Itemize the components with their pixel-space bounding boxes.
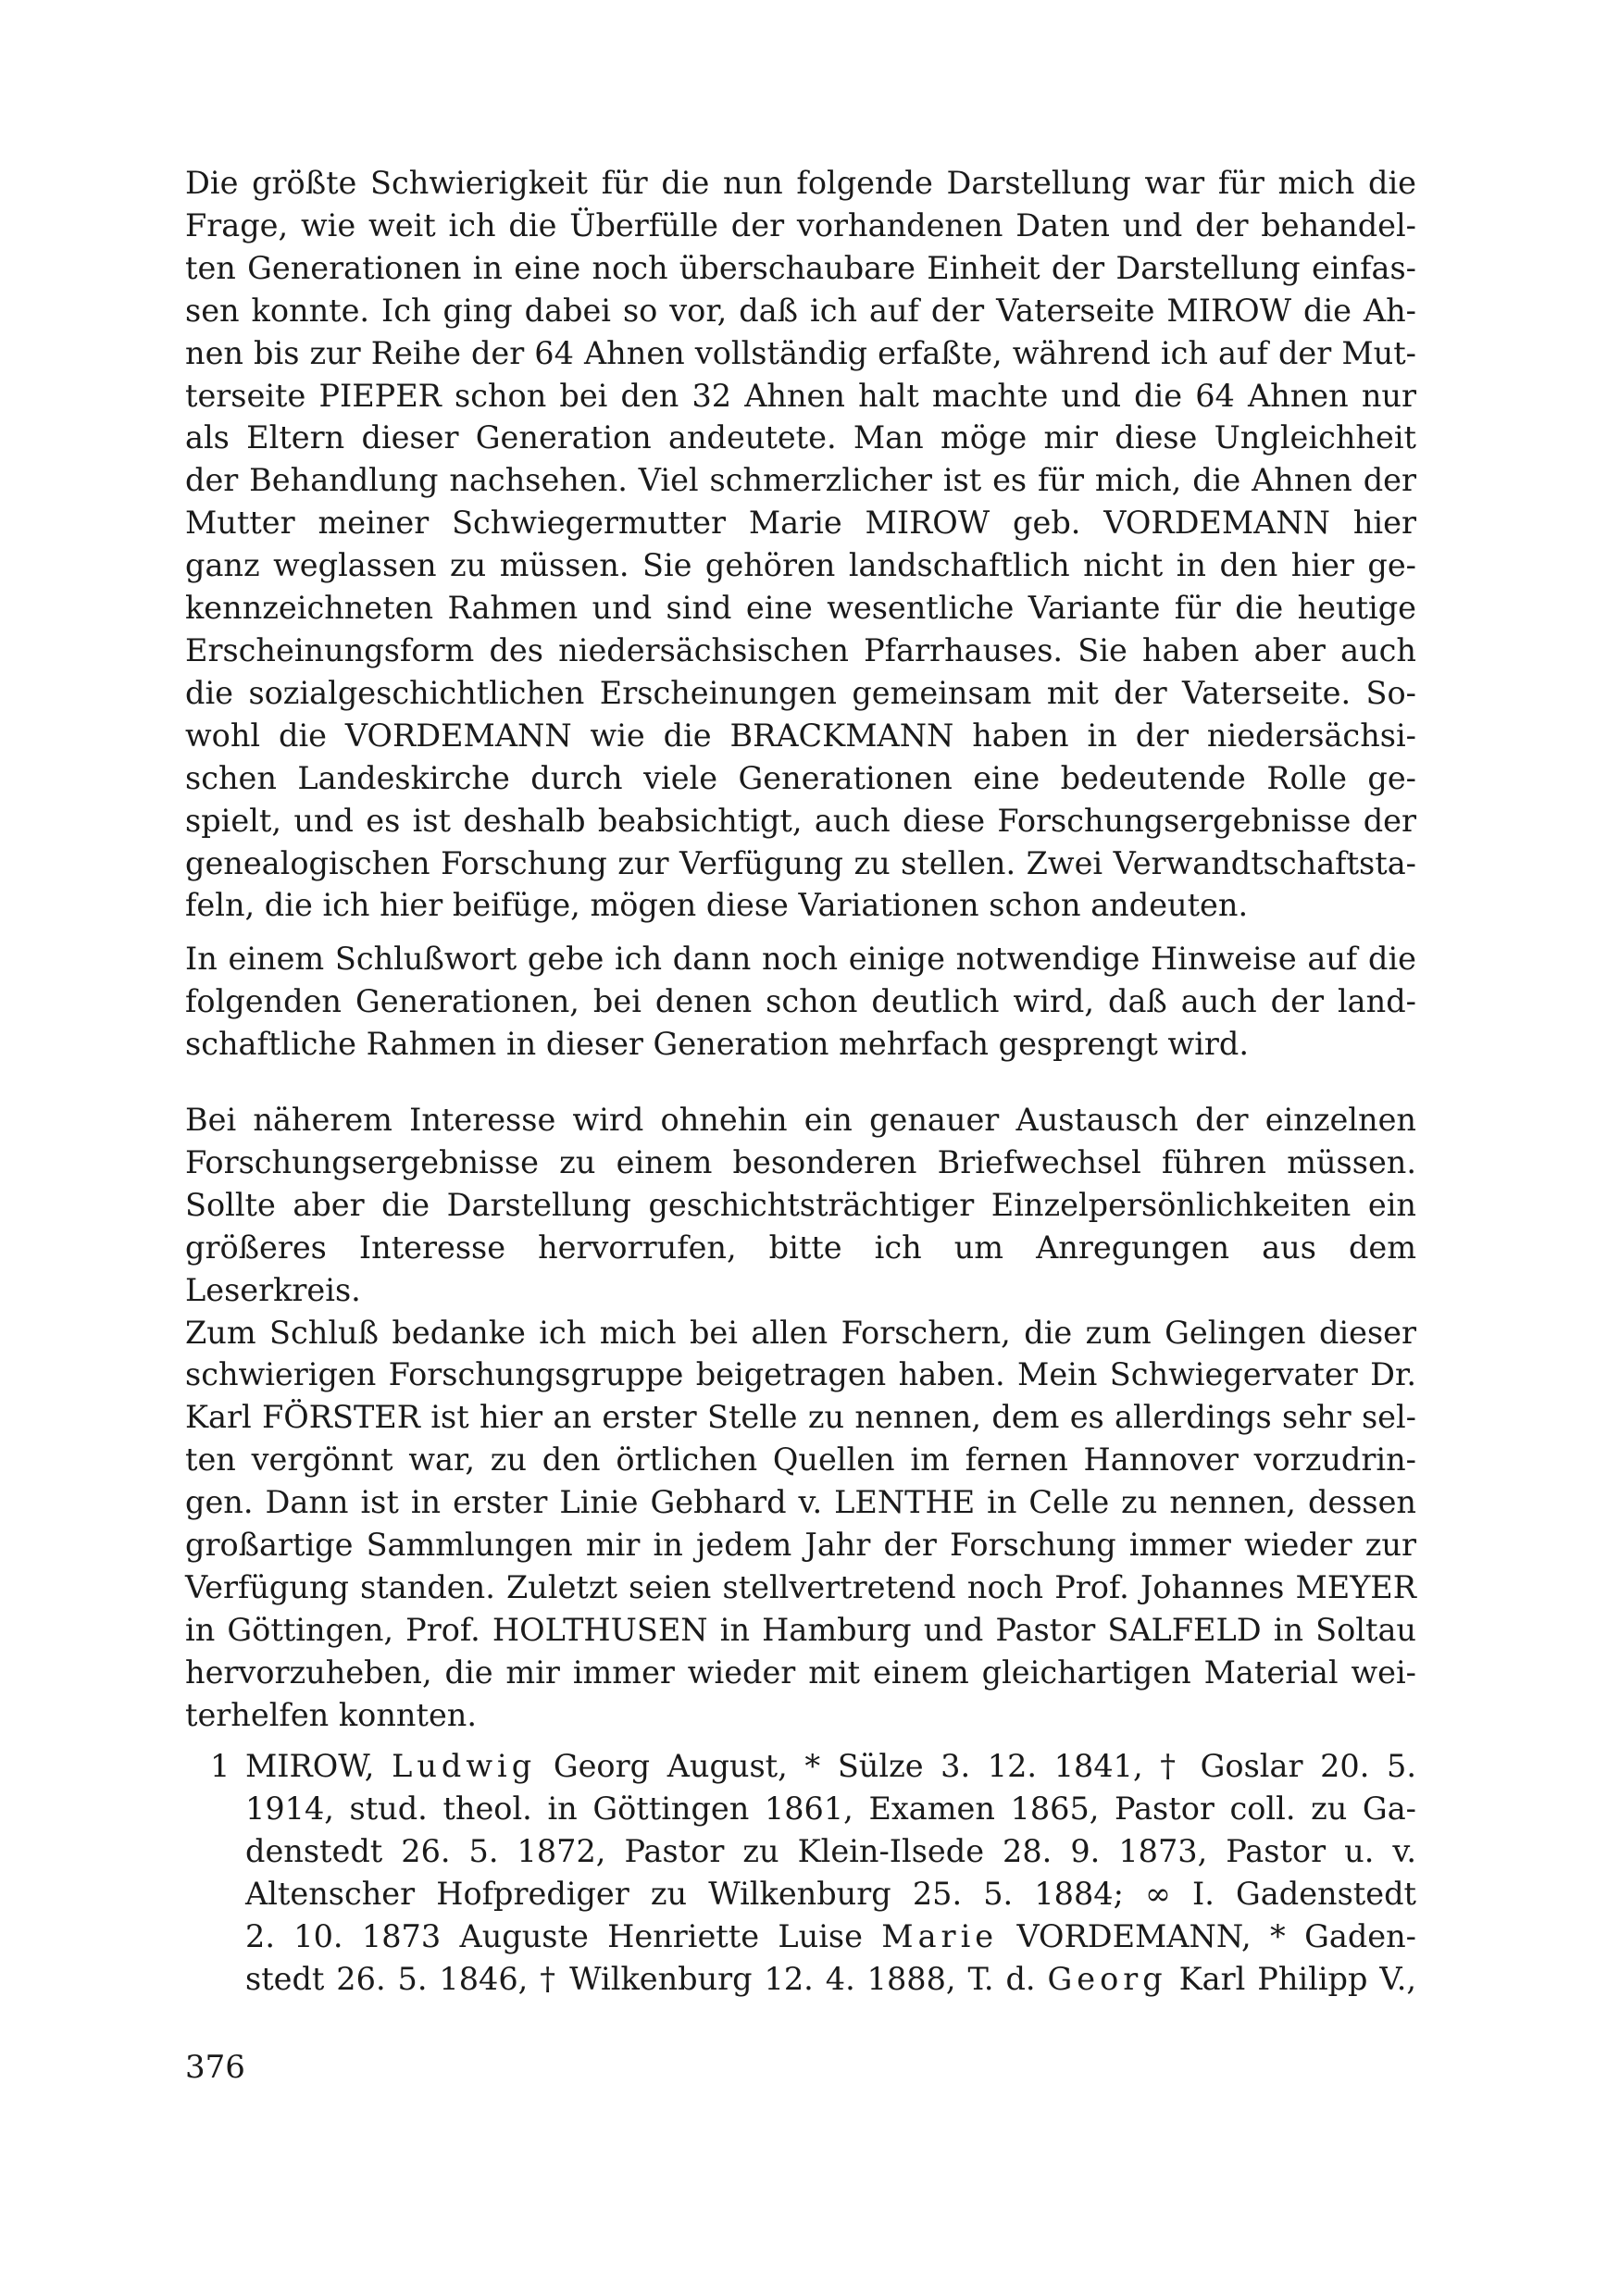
text-line: Forschungsergebnisse zu einem besonderen Briefwechsel führen müssen.: [185, 1143, 1416, 1180]
entry-line-text: Georg August, * Sülze 3. 12. 1841, † Goslar 20. 5.: [536, 1748, 1416, 1784]
paragraph-closing-note: [185, 938, 1416, 1066]
text-line: folgenden Generationen, bei denen schon deutlich wird, daß auch der land-: [185, 982, 1416, 1019]
text-line: schen Landeskirche durch viele Generationen eine bedeutende Rolle ge-: [185, 759, 1416, 796]
entry-number: 1: [210, 1748, 230, 1784]
text-line: wohl die VORDEMANN wie die BRACKMANN haben in der niedersächsi-: [185, 717, 1416, 754]
text-line: schwierigen Forschungsgruppe beigetragen haben. Mein Schwiegervater Dr.: [185, 1356, 1416, 1393]
text-line: in Göttingen, Prof. HOLTHUSEN in Hamburg und Pastor SALFELD in Soltau: [185, 1611, 1416, 1648]
text-line: spielt, und es ist deshalb beabsichtigt, auch diese Forschungsergebnisse der: [185, 802, 1416, 839]
entry-line: [245, 1915, 1416, 1958]
text-line: ten Generationen in eine noch überschaubare Einheit der Darstellung einfas-: [185, 249, 1416, 286]
entry-line: [245, 1745, 1416, 1788]
genealogy-entry: [210, 1745, 1417, 2000]
text-line: kennzeichneten Rahmen und sind eine wesentliche Variante für die heutige: [185, 590, 1416, 627]
entry-spouse-name: Marie: [881, 1917, 999, 1954]
text-line: feln, die ich hier beifüge, mögen diese Variationen schon andeuten.: [185, 887, 1249, 924]
page-number: 376: [185, 2049, 245, 2086]
text-line: terhelfen konnten.: [185, 1696, 477, 1733]
text-line: Erscheinungsform des niedersächsischen Pfarrhauses. Sie haben aber auch: [185, 631, 1416, 668]
text-line: Sollte aber die Darstellung geschichtsträchtiger Einzelpersönlichkeiten ein: [185, 1186, 1416, 1223]
text-line: Mutter meiner Schwiegermutter Marie MIROW geb. VORDEMANN hier: [185, 505, 1416, 542]
entry-line: Altenscher Hofprediger zu Wilkenburg 25. 5. 1884; ∞ I. Gadenstedt: [245, 1875, 1416, 1912]
entry-surname: MIROW,: [245, 1748, 392, 1784]
text-line: nen bis zur Reihe der 64 Ahnen vollständig erfaßte, während ich auf der Mut-: [185, 334, 1416, 371]
entry-line-text: Karl Philipp V.,: [1166, 1960, 1416, 1997]
entry-given-name: Ludwig: [392, 1748, 537, 1784]
text-line: der Behandlung nachsehen. Viel schmerzlicher ist es für mich, die Ahnen der: [185, 462, 1416, 499]
text-line: die sozialgeschichtlichen Erscheinungen gemeinsam mit der Vaterseite. So-: [185, 674, 1416, 711]
text-line: als Eltern dieser Generation andeutete. Man möge mir diese Ungleichheit: [185, 419, 1416, 456]
text-line: hervorzuheben, die mir immer wieder mit einem gleichartigen Material wei-: [185, 1653, 1416, 1691]
text-line: schaftliche Rahmen in dieser Generation mehrfach gesprengt wird.: [185, 1025, 1250, 1062]
text-line: terseite PIEPER schon bei den 32 Ahnen halt machte und die 64 Ahnen nur: [185, 377, 1416, 414]
text-line: Verfügung standen. Zuletzt seien stellvertretend noch Prof. Johannes MEYER: [185, 1568, 1416, 1605]
entry-line-text: stedt 26. 5. 1846, † Wilkenburg 12. 4. 1888, T. d.: [245, 1960, 1048, 1997]
text-line: großartige Sammlungen mir in jedem Jahr der Forschung immer wieder zur: [185, 1527, 1416, 1564]
text-line: größeres Interesse hervorrufen, bitte ich um Anregungen aus dem Leserkreis.: [185, 1229, 1416, 1308]
entry-line: 1914, stud. theol. in Göttingen 1861, Examen 1865, Pastor coll. zu Ga-: [245, 1790, 1416, 1827]
entry-line: denstedt 26. 5. 1872, Pastor zu Klein-Ilsede 28. 9. 1873, Pastor u. v.: [245, 1832, 1416, 1869]
entry-line: [245, 1958, 1416, 2001]
entry-line-text: 2. 10. 1873 Auguste Henriette Luise: [245, 1917, 882, 1954]
paragraph-introduction: [185, 162, 1416, 927]
text-line: sen konnte. Ich ging dabei so vor, daß ich auf der Vaterseite MIROW die Ah-: [185, 292, 1416, 329]
text-line: ten vergönnt war, zu den örtlichen Quellen im fernen Hannover vorzudrin-: [185, 1441, 1416, 1479]
text-line: Bei näherem Interesse wird ohnehin ein genauer Austausch der einzelnen: [185, 1102, 1416, 1138]
text-line: ganz weglassen zu müssen. Sie gehören landschaftlich nicht in den hier ge-: [185, 547, 1416, 584]
text-line: genealogischen Forschung zur Verfügung zu stellen. Zwei Verwandtschaftsta-: [185, 844, 1416, 881]
text-line: Karl FÖRSTER ist hier an erster Stelle zu nennen, dem es allerdings sehr sel-: [185, 1399, 1416, 1436]
text-line: Zum Schluß bedanke ich mich bei allen Forschern, die zum Gelingen dieser: [185, 1314, 1416, 1351]
text-line: In einem Schlußwort gebe ich dann noch einige notwendige Hinweise auf die: [185, 941, 1416, 977]
text-line: gen. Dann ist in erster Linie Gebhard v. LENTHE in Celle zu nennen, dessen: [185, 1484, 1416, 1521]
entry-line-text: VORDEMANN, * Gaden-: [998, 1917, 1417, 1954]
text-line: Frage, wie weit ich die Überfülle der vorhandenen Daten und der behandel-: [185, 206, 1416, 243]
entry-father-name: Georg: [1047, 1960, 1167, 1997]
text-line: Die größte Schwierigkeit für die nun folgende Darstellung war für mich die: [185, 165, 1416, 201]
paragraph-acknowledgements: [185, 1099, 1416, 1737]
